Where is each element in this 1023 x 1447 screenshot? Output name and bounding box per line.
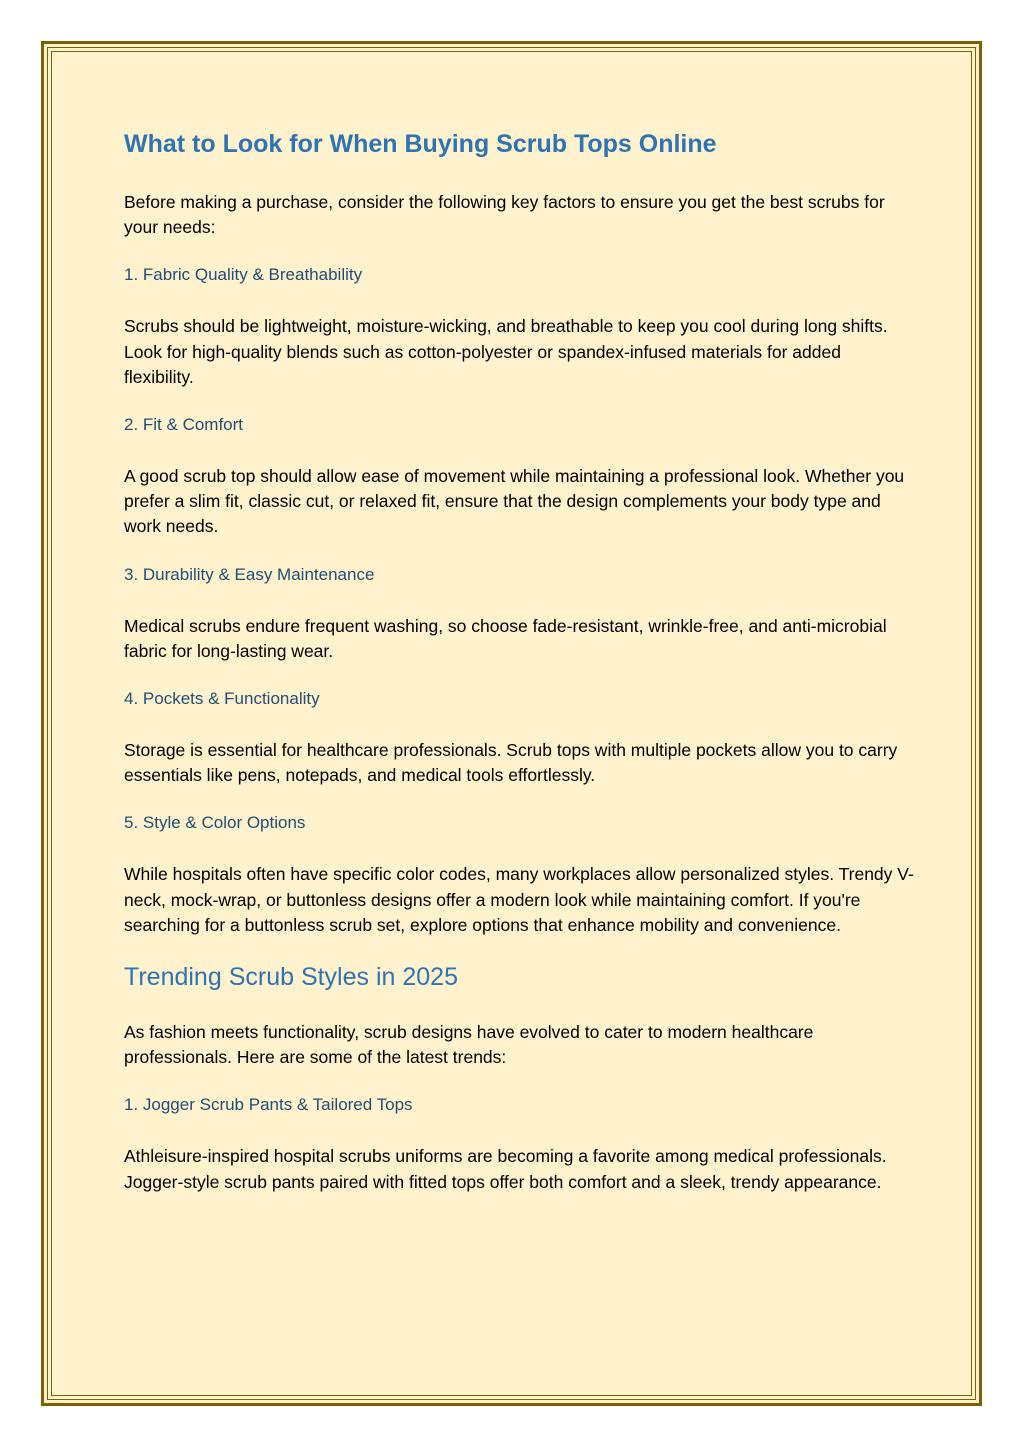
trends-intro-paragraph: As fashion meets functionality, scrub designs have evolved to cater to modern healthcare professionals. Here are some of the latest trends: bbox=[124, 1022, 814, 1068]
factor-1-body: Scrubs should be lightweight, moisture-wicking, and breathable to keep you cool during long shifts. Look for high-quality blends such as cotton-polyester or spandex-infused materials for added flexibility. bbox=[124, 316, 888, 387]
factor-3-title: 3. Durability & Easy Maintenance bbox=[124, 564, 375, 584]
heading-trending-styles: Trending Scrub Styles in 2025 bbox=[124, 963, 458, 992]
factor-3-body: Medical scrubs endure frequent washing, so choose fade-resistant, wrinkle-free, and anti-microbial fabric for long-lasting wear. bbox=[124, 615, 887, 661]
factor-5-body: While hospitals often have specific color codes, many workplaces allow personalized styles. Trendy V-neck, mock-wrap, or buttonless designs offer a modern look while maintaining comfort. If you're searching for a buttonless scrub set, explore options that enhance mobility and convenience. bbox=[124, 864, 914, 935]
factor-5-title: 5. Style & Color Options bbox=[124, 813, 306, 833]
trend-1-title: 1. Jogger Scrub Pants & Tailored Tops bbox=[124, 1095, 413, 1115]
document-body bbox=[124, 124, 914, 1195]
trend-1-body: Athleisure-inspired hospital scrubs uniforms are becoming a favorite among medical professionals. Jogger-style scrub pants paired with fitted tops offer both comfort and a sleek, trendy appearance. bbox=[124, 1146, 887, 1192]
factor-2-title: 2. Fit & Comfort bbox=[124, 415, 244, 435]
heading-buying-scrub-tops: What to Look for When Buying Scrub Tops Online bbox=[124, 130, 717, 158]
intro-paragraph: Before making a purchase, consider the following key factors to ensure you get the best scrubs for your needs: bbox=[124, 192, 885, 238]
factor-1-title: 1. Fabric Quality & Breathability bbox=[124, 265, 363, 285]
factor-2-body: A good scrub top should allow ease of movement while maintaining a professional look. Whether you prefer a slim fit, classic cut, or relaxed fit, ensure that the design complements your body type and work needs. bbox=[124, 466, 905, 537]
factor-4-body: Storage is essential for healthcare professionals. Scrub tops with multiple pockets allow you to carry essentials like pens, notepads, and medical tools effortlessly. bbox=[124, 740, 898, 786]
factor-4-title: 4. Pockets & Functionality bbox=[124, 689, 320, 709]
